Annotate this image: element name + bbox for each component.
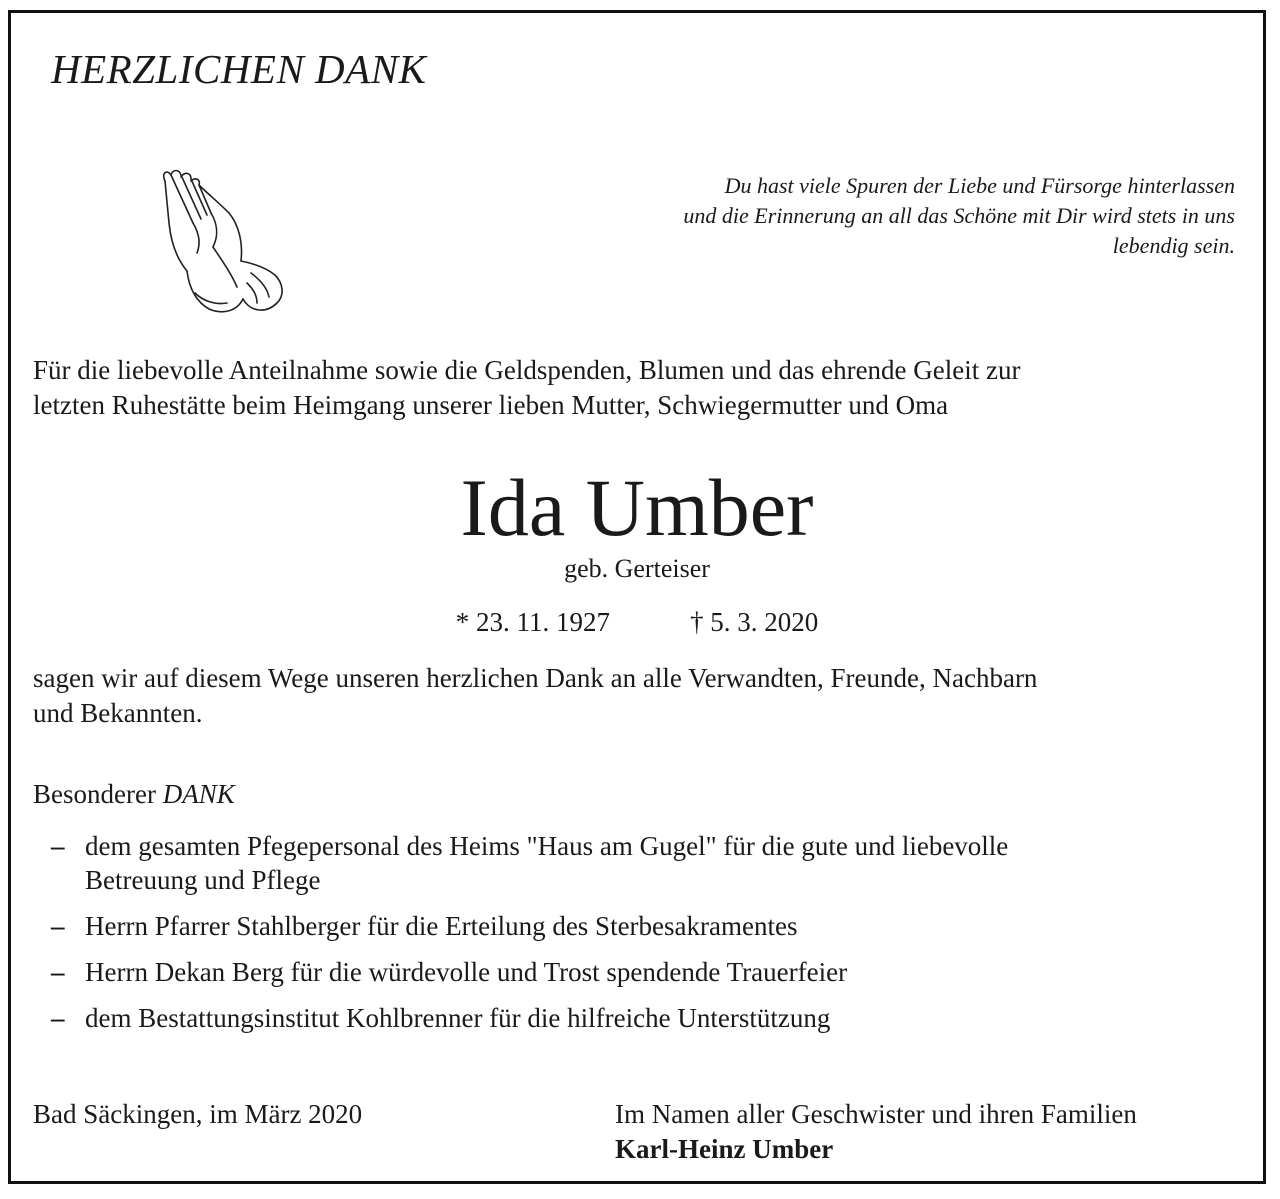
list-item-text: dem gesamten Pfegepersonal des Heims "Haus am Gugel" für die gute und liebevolle bbox=[85, 831, 1009, 861]
on-behalf-text: Im Namen aller Geschwister und ihren Familien bbox=[615, 1099, 1137, 1129]
intro-line: letzten Ruhestätte beim Heimgang unserer lieben Mutter, Schwiegermutter und Oma bbox=[33, 390, 949, 420]
quote bbox=[535, 171, 1235, 261]
list-dash: – bbox=[51, 831, 65, 861]
signer-name: Karl-Heinz Umber bbox=[615, 1134, 834, 1164]
deceased-name: Ida Umber bbox=[460, 462, 814, 553]
life-dates bbox=[11, 605, 1263, 639]
special-thanks-list bbox=[51, 829, 1251, 1047]
list-dash: – bbox=[51, 1003, 65, 1033]
special-thanks-heading bbox=[33, 777, 235, 812]
heading: HERZLICHEN DANK bbox=[51, 46, 427, 92]
obituary-card bbox=[8, 10, 1266, 1184]
birth-name: geb. Gerteiser bbox=[564, 554, 710, 583]
special-emphasis: DANK bbox=[162, 779, 235, 809]
list-item-text: Betreuung und Pflege bbox=[85, 865, 321, 895]
intro-line: Für die liebevolle Anteilnahme sowie die Geldspenden, Blumen und das ehrende Geleit zur bbox=[33, 355, 1021, 385]
list-dash: – bbox=[51, 957, 65, 987]
list-item-text: dem Bestattungsinstitut Kohlbrenner für die hilfreiche Unterstützung bbox=[85, 1003, 831, 1033]
special-prefix: Besonderer bbox=[33, 779, 156, 809]
intro-text bbox=[33, 353, 1243, 423]
quote-line: lebendig sein. bbox=[1112, 233, 1235, 258]
signature-block bbox=[615, 1097, 1137, 1167]
list-item-text: Herrn Dekan Berg für die würdevolle und Trost spendende Trauerfeier bbox=[85, 957, 848, 987]
list-item-text: Herrn Pfarrer Stahlberger für die Erteilung des Sterbesakramentes bbox=[85, 911, 798, 941]
praying-hands-icon bbox=[147, 163, 297, 323]
death-date: † 5. 3. 2020 bbox=[690, 607, 819, 637]
thanks-text bbox=[33, 661, 1253, 731]
list-item bbox=[51, 1001, 1251, 1035]
quote-line: Du hast viele Spuren der Liebe und Fürsorge hinterlassen bbox=[724, 173, 1235, 198]
birth-date: * 23. 11. 1927 bbox=[455, 607, 610, 637]
list-dash: – bbox=[51, 911, 65, 941]
thanks-line: sagen wir auf diesem Wege unseren herzlichen Dank an alle Verwandten, Freunde, Nachbarn bbox=[33, 663, 1038, 693]
quote-line: und die Erinnerung an all das Schöne mit Dir wird stets in uns bbox=[683, 203, 1235, 228]
thanks-line: und Bekannten. bbox=[33, 698, 203, 728]
list-item bbox=[51, 909, 1251, 943]
place-date: Bad Säckingen, im März 2020 bbox=[33, 1099, 363, 1129]
list-item bbox=[51, 829, 1251, 897]
list-item bbox=[51, 955, 1251, 989]
